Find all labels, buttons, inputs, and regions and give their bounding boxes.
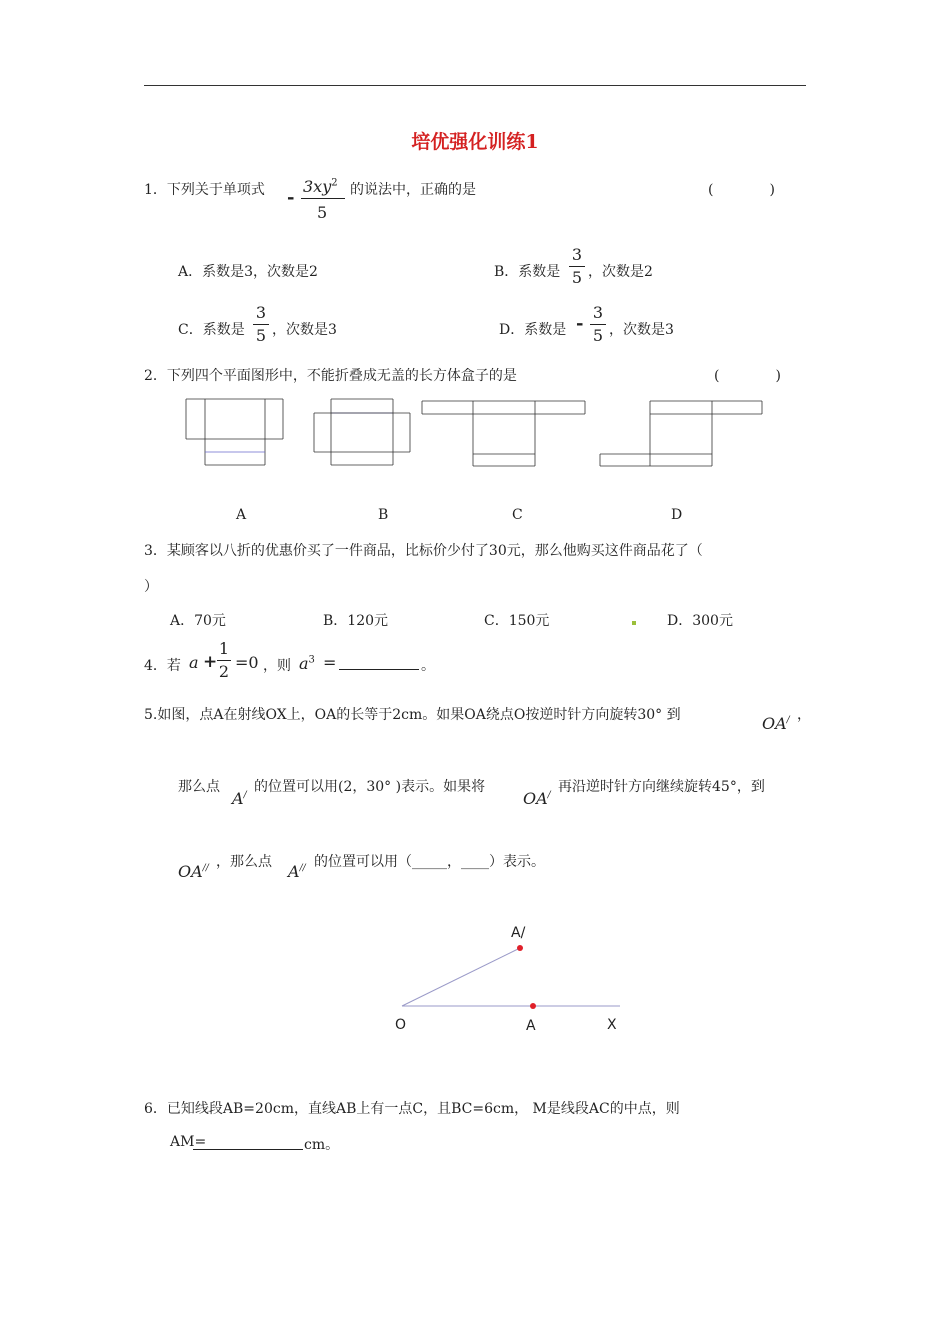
q5-line2-suffix: 再沿逆时针方向继续旋转45°，到 [558, 779, 765, 795]
q3-option-d: D．300元 [667, 613, 733, 629]
q1-option-b-suffix: ，次数是2 [588, 264, 653, 280]
q1-option-d-sign: - [576, 313, 584, 334]
q3-stem: 3．某顾客以八折的优惠价买了一件商品，比标价少付了30元，那么他购买这件商品花了（ [144, 543, 703, 559]
net-a-label: A [236, 507, 247, 523]
label-a-prime: A/ [511, 925, 526, 941]
q1-option-d-fraction: 3 5 [590, 304, 606, 345]
page-title: 培优强化训练1 [411, 131, 539, 153]
net-c-label: C [512, 507, 523, 523]
q3-option-b: B．120元 [323, 613, 389, 629]
point-a [530, 1003, 536, 1009]
q1-option-c-suffix: ，次数是3 [272, 322, 337, 338]
q2-stem: 2．下列四个平面图形中，不能折叠成无盖的长方体盒子的是 [144, 368, 517, 384]
q5-oa-prime-1: OA/ [762, 714, 790, 733]
q4-end: 。 [421, 658, 435, 674]
q1-expr-numerator: $3xy^2$ [303, 177, 338, 196]
q4-fraction: 1 2 [218, 639, 230, 681]
q3-stem-continued: ） [144, 579, 158, 595]
q5-line3-suffix: 的位置可以用（_____，____）表示。 [314, 854, 545, 870]
q4-equals: = [323, 653, 337, 672]
q4-a-cubed: $a^3$ [299, 654, 315, 673]
q5-comma: ， [797, 707, 811, 723]
q3-option-c: C．150元 [484, 613, 550, 629]
q1-option-c-prefix: C．系数是 [178, 322, 245, 338]
q5-a-prime: A/ [232, 789, 247, 808]
label-o: O [395, 1017, 407, 1033]
q4-then: ，则 [263, 658, 291, 674]
q1-stem: 1．下列关于单项式 [144, 182, 265, 198]
q1-stem-tail: 的说法中，正确的是 [350, 182, 476, 198]
q1-option-b-prefix: B．系数是 [494, 264, 561, 280]
q5-line2-middle: 的位置可以用(2，30° )表示。如果将 [254, 779, 486, 795]
q5-line1: 5.如图，点A在射线OX上，OA的长等于2cm。如果OA绕点O按逆时针方向旋转30° 到 [144, 707, 681, 723]
q6-am-label: AM= [170, 1134, 207, 1150]
q5-line3-prefix: ，那么点 [216, 854, 272, 870]
q5-oa-double-prime: OA// [178, 862, 209, 881]
q5-oa-prime-2: OA/ [523, 789, 551, 808]
q1-option-d-prefix: D．系数是 [499, 322, 567, 338]
q4-variable-a: a [189, 653, 199, 672]
q6-answer-blank [193, 1134, 303, 1150]
q4-prefix: 4．若 [144, 658, 181, 674]
q3-option-a: A．70元 [170, 613, 226, 629]
q2-answer-paren: ( ) [714, 368, 781, 384]
q1-option-d-suffix: ，次数是3 [609, 322, 674, 338]
q5-a-double-prime: A// [288, 862, 306, 881]
q1-expr-sign: - [287, 187, 295, 208]
q6-stem: 6．已知线段AB=20cm，直线AB上有一点C，且BC=6cm， M是线段AC的中点，则 [144, 1101, 680, 1117]
q4-plus: + [203, 652, 218, 672]
q4-equals-zero: =0 [235, 653, 259, 672]
q1-answer-paren: ( ) [708, 182, 775, 198]
label-x: X [607, 1017, 617, 1033]
q1-option-c-fraction: 3 5 [253, 304, 269, 345]
q1-expr-denominator: 5 [317, 203, 328, 222]
q6-unit: cm。 [304, 1137, 340, 1153]
net-b-label: B [378, 507, 389, 523]
label-a: A [526, 1018, 536, 1034]
net-d-label: D [671, 507, 683, 523]
q1-option-a: A．系数是3，次数是2 [178, 264, 318, 280]
ray-oa-prime [402, 948, 520, 1006]
point-a-prime [517, 945, 523, 951]
q5-line2-prefix: 那么点 [178, 779, 220, 795]
q1-option-b-fraction: 3 5 [569, 246, 585, 287]
